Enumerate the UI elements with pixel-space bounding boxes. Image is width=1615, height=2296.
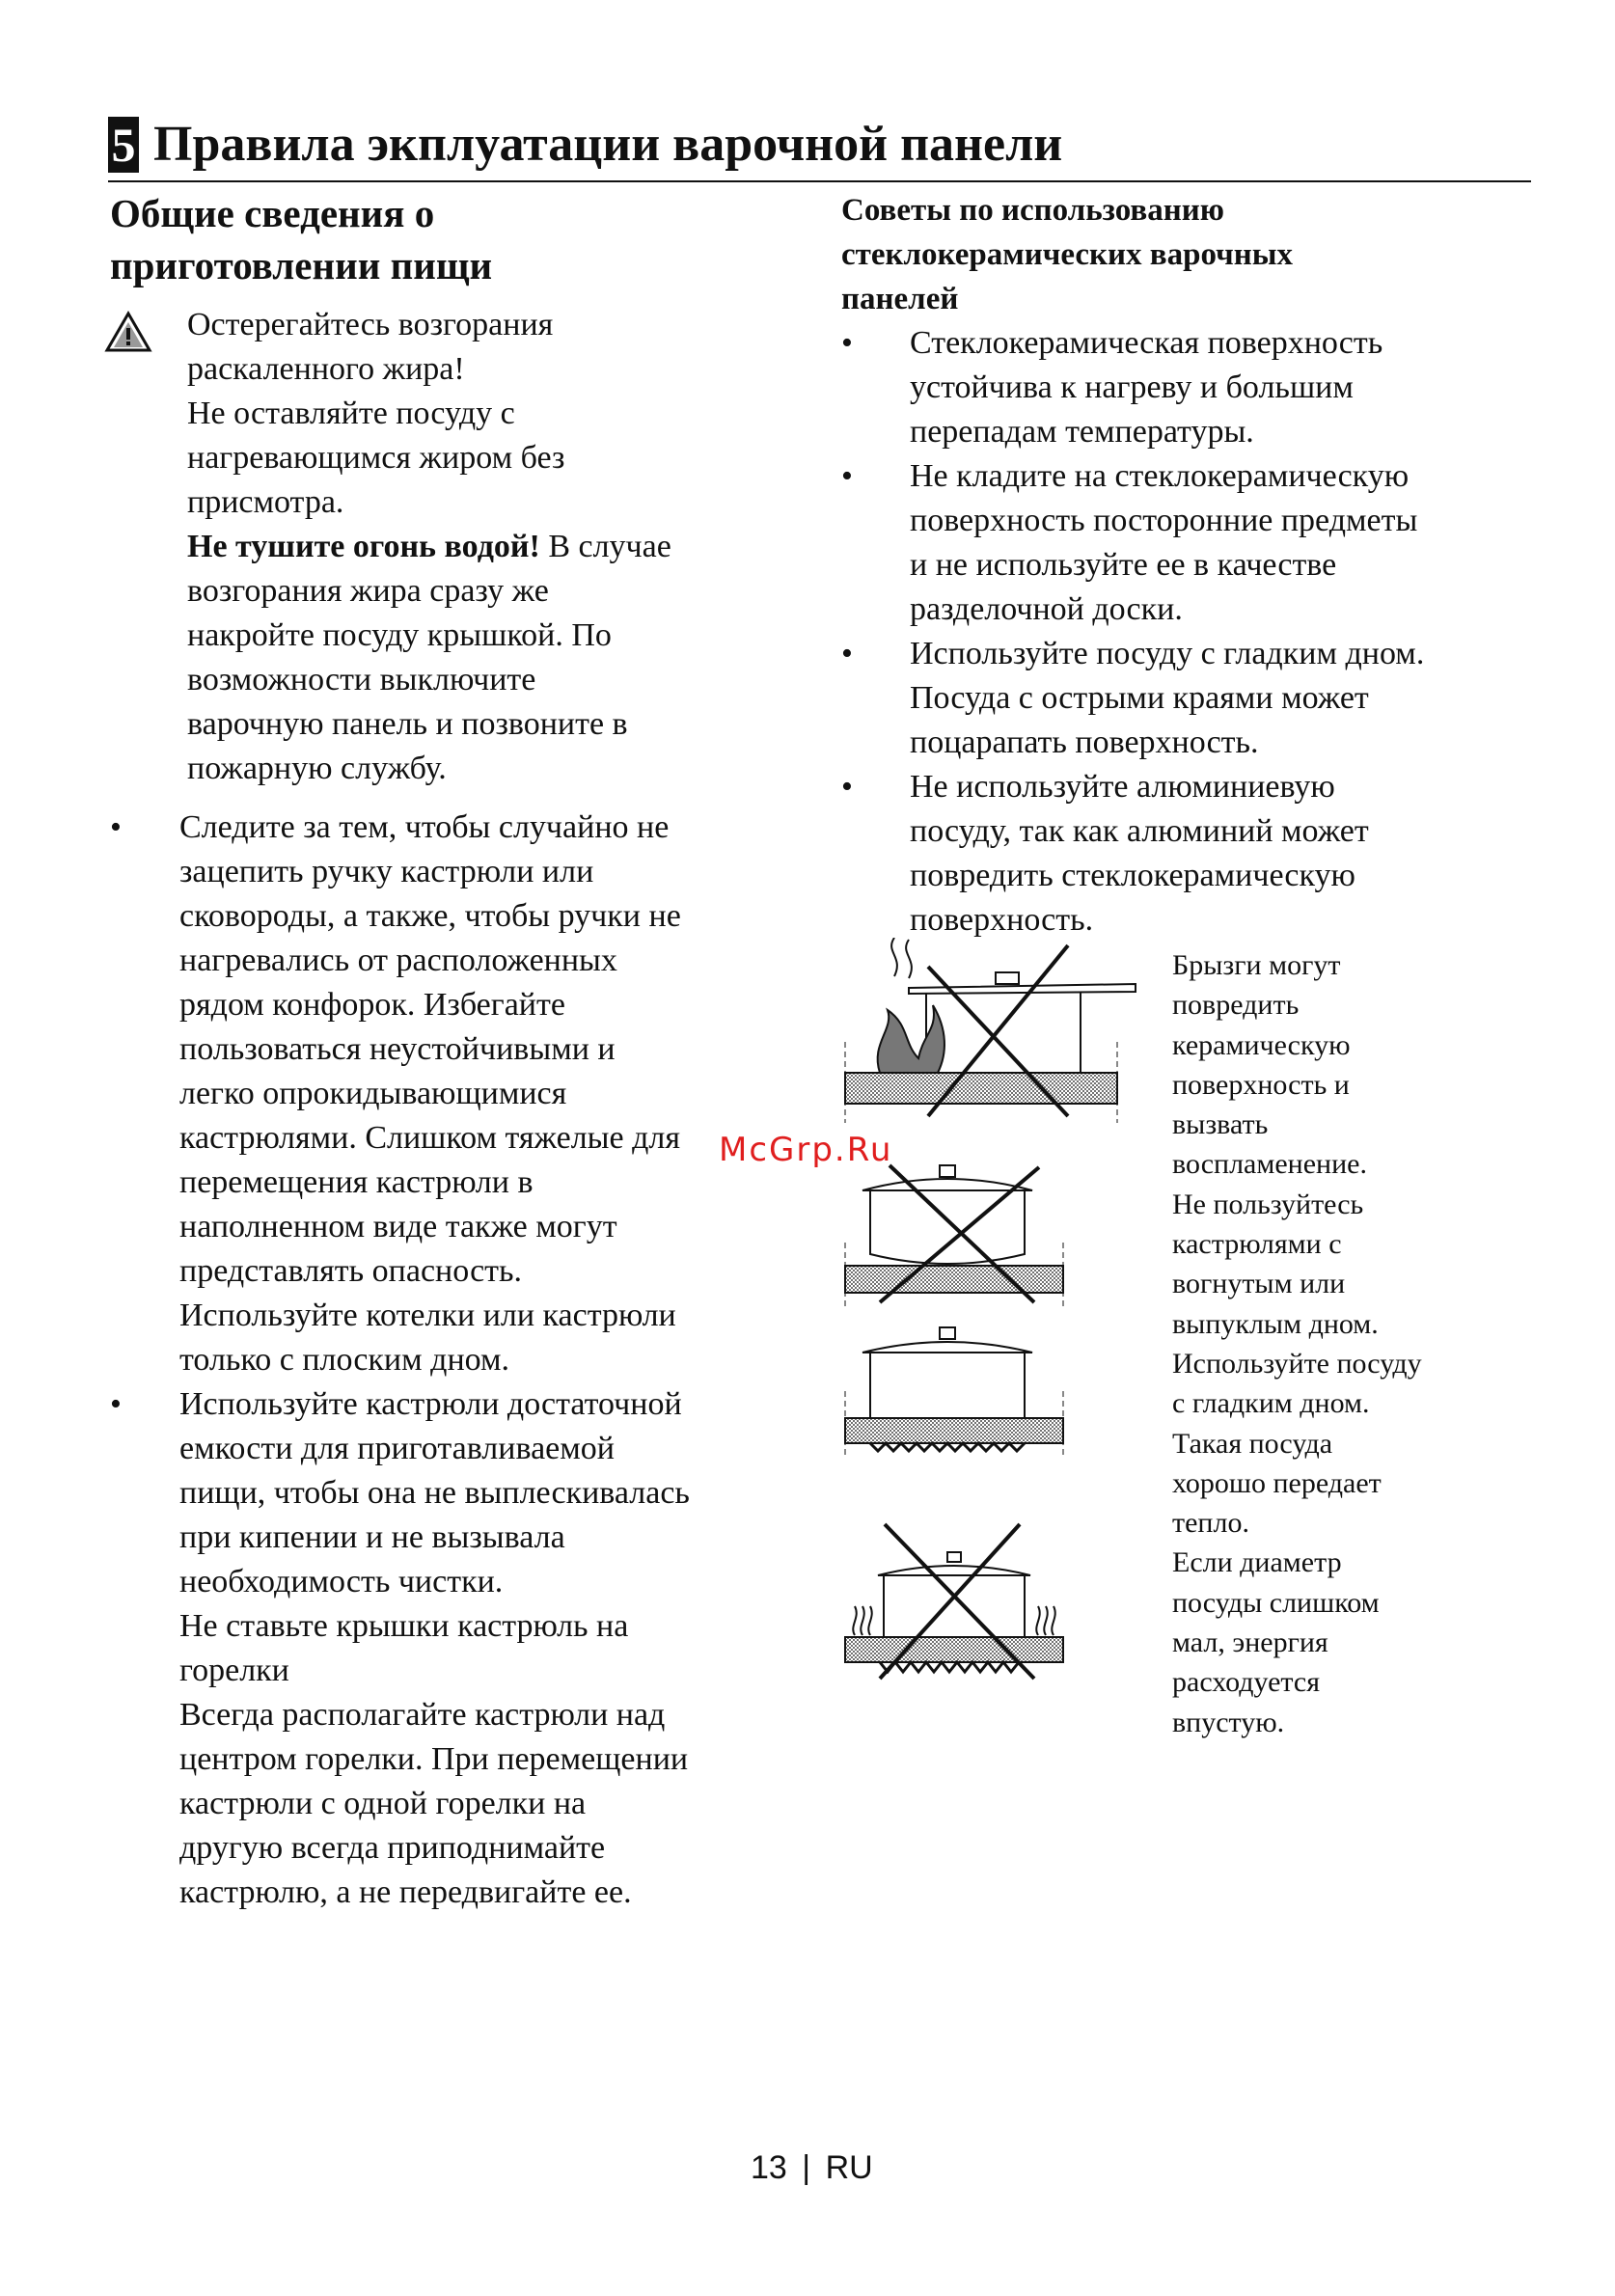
- bullet-marker: •: [841, 769, 853, 805]
- illustration-caption: Брызги могут повредить керамическую поверхность и вызвать воспламенение. Не пользуйтесь кастрюлями с вогнутым или выпуклым дном. Используйте посуду с гладким дном. Такая посуда хорошо передает тепло. Если диаметр посуды слишком мал, энергия расходуется впустую.: [1172, 949, 1422, 1738]
- section-heading-general: Общие сведения о приготовлении пищи: [110, 191, 493, 287]
- list-item: Следите за тем, чтобы случайно не зацепить ручку кастрюли или сковороды, а также, чтобы ручки не нагревались от расположенных рядом конфорок. Избегайте пользоваться неустойчивыми и легко опрокидывающимися кастрюлями. Слишком тяжелые для перемещения кастрюли в наполненном виде также могут представлять опасность. Используйте котелки или кастрюли только с плоским дном.: [179, 809, 681, 1378]
- bullet-marker: •: [110, 809, 122, 845]
- small-pot-illustration: [841, 1519, 1073, 1693]
- warning-emphasis: Не тушите огонь водой!: [187, 529, 540, 564]
- page-separator: |: [802, 2149, 811, 2186]
- warning-text: Остерегайтесь возгорания раскаленного жира! Не оставляйте посуду с нагревающимся жиром без присмотра. Не тушите огонь водой! В случае возгорания жира сразу же накройте посуду крышкой. По возможности выключите варочную панель и позвоните в пожарную службу.: [187, 307, 671, 786]
- list-item: Не кладите на стеклокерамическую поверхность посторонние предметы и не используйте ее в качестве разделочной доски.: [910, 458, 1418, 627]
- bullet-marker: •: [841, 636, 853, 671]
- list-item: Используйте кастрюли достаточной емкости для приготавливаемой пищи, чтобы она не выплескивалась при кипении и не вызывала необходимость чистки. Не ставьте крышки кастрюль на горелки Всегда располагайте кастрюли над центром горелки. При перемещении кастрюли с одной горелки на другую всегда приподнимайте кастрюлю, а не передвигайте ее.: [179, 1386, 690, 1910]
- chapter-header: [108, 113, 1531, 182]
- chapter-number: 5: [108, 117, 139, 173]
- uneven-pot-illustration: [841, 1158, 1073, 1312]
- warning-icon: [104, 311, 152, 353]
- list-item: Стеклокерамическая поверхность устойчива к нагреву и большим перепадам температуры.: [910, 325, 1383, 450]
- bullet-marker: •: [841, 458, 853, 494]
- list-item: Используйте посуду с гладким дном. Посуда с острыми краями может поцарапать поверхность.: [910, 636, 1425, 760]
- section-heading-tips: Советы по использованию стеклокерамических варочных панелей: [841, 193, 1294, 316]
- chapter-title: Правила экплуатации варочной панели: [153, 117, 1063, 172]
- page-number: 13 | RU: [751, 2149, 873, 2186]
- correct-pot-illustration: [841, 1324, 1073, 1478]
- spill-pot-illustration: [841, 938, 1140, 1131]
- list-item: Не используйте алюминиевую посуду, так как алюминий может повредить стеклокерамическую поверхность.: [910, 769, 1369, 938]
- watermark: McGrp.Ru: [719, 1131, 893, 1169]
- bullet-marker: •: [841, 325, 853, 361]
- bullet-marker: •: [110, 1386, 122, 1422]
